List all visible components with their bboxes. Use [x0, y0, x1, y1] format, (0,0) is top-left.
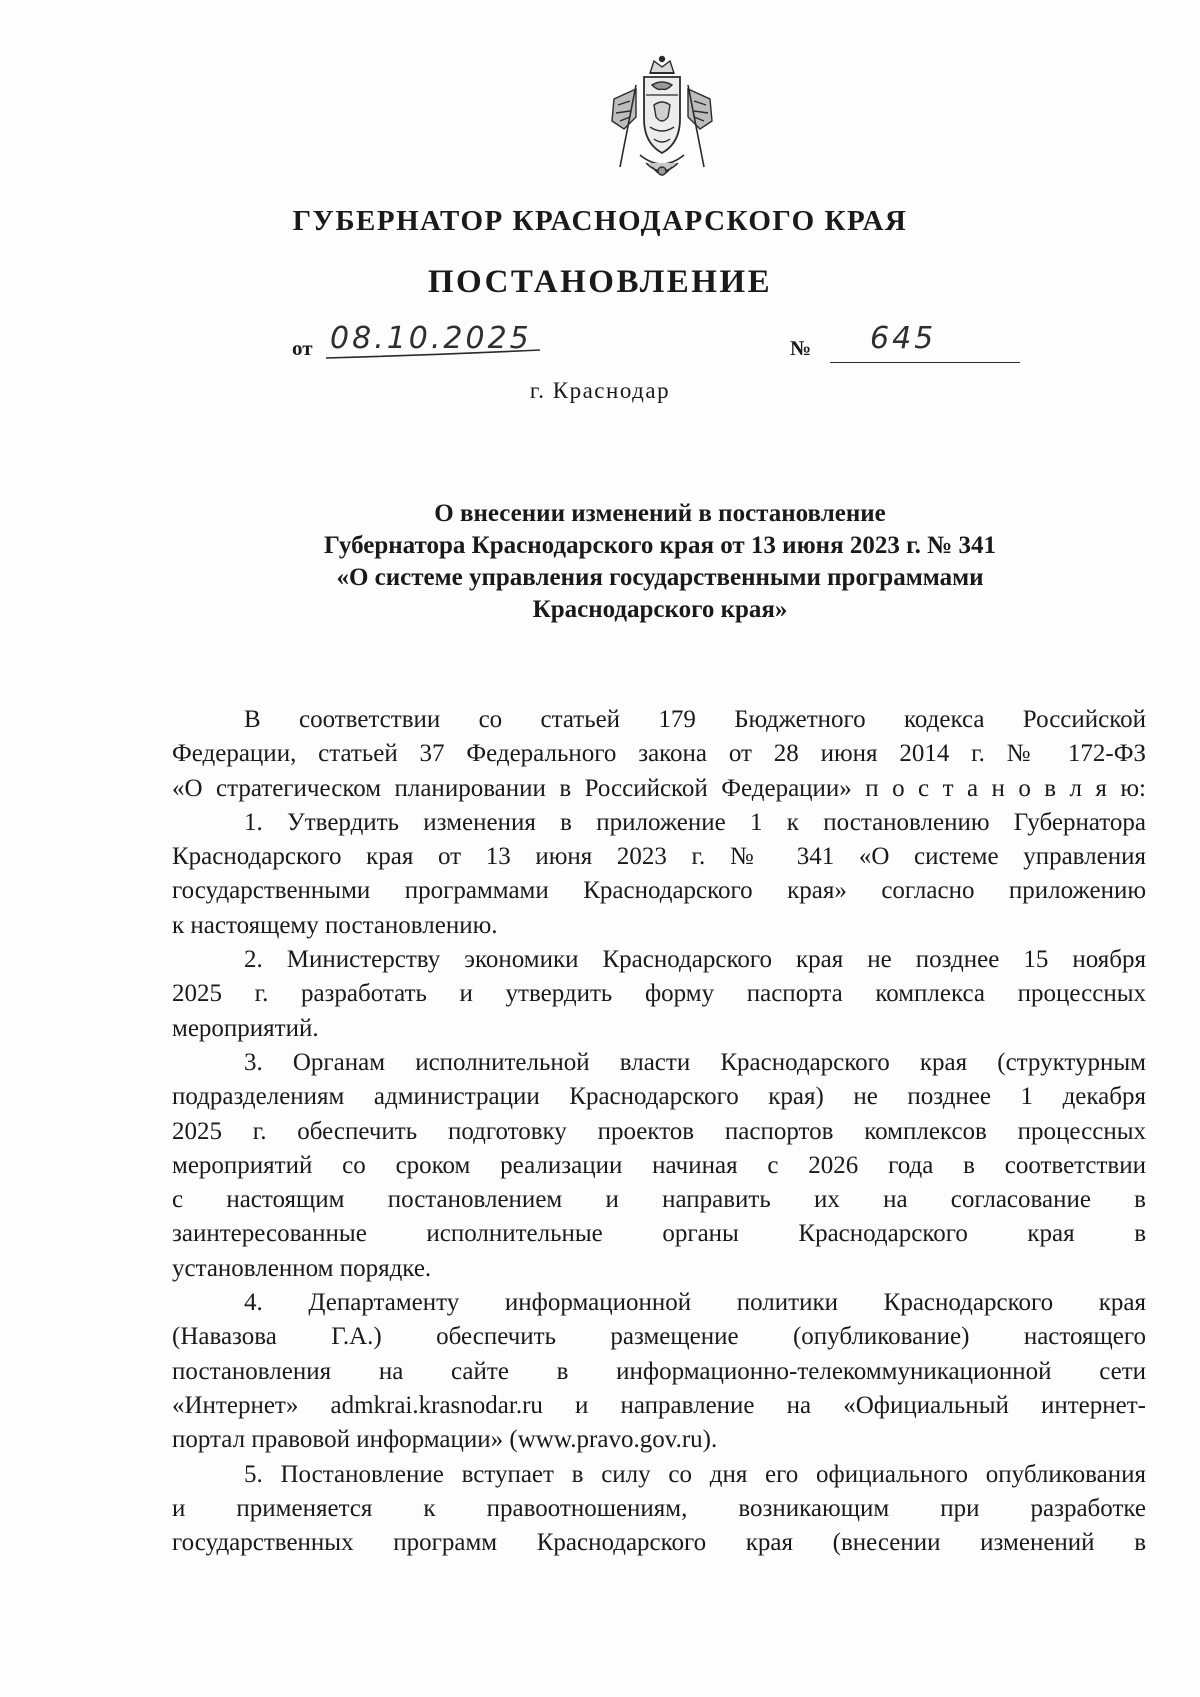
coat-of-arms-emblem [606, 55, 718, 183]
body-line: В соответствии со статьей 179 Бюджетного кодекса Российской [244, 706, 1146, 733]
body-line: подразделениям администрации Краснодарского края) не позднее 1 декабря [172, 1083, 1146, 1111]
body-line: мероприятий со сроком реализации начиная с 2026 года в соответствии [172, 1151, 1146, 1179]
body-line: и применяется к правоотношениям, возникающим при разработке [172, 1494, 1146, 1522]
date-prefix-label: от [292, 336, 313, 360]
body-line: 3. Органам исполнительной власти Краснодарского края (структурным [244, 1048, 1146, 1076]
body-line: 2025 г. разработать и утвердить форму паспорта комплекса процессных [172, 980, 1146, 1008]
body-line: портал правовой информации» (www.pravo.gov.ru). [172, 1426, 718, 1454]
body-line: 5. Постановление вступает в силу со дня его официального опубликования [244, 1460, 1146, 1488]
body-line: Федерации, статьей 37 Федерального закона от 28 июня 2014 г. № 172-ФЗ [172, 740, 1146, 768]
city-name: г. Краснодар [529, 378, 671, 403]
body-line: государственных программ Краснодарского края (внесении изменений в [172, 1529, 1146, 1557]
body-line: постановления на сайте в информационно-телекоммуникационной сети [172, 1357, 1146, 1385]
body-line: 4. Департаменту информационной политики Краснодарского края [244, 1289, 1146, 1317]
handwritten-number: 645 [870, 321, 937, 356]
body-line: мероприятий. [172, 1014, 319, 1042]
document-title [160, 498, 1160, 626]
body-line: «Интернет» admkrai.krasnodar.ru и направление на «Официальный интернет- [172, 1391, 1146, 1419]
body-line: 2. Министерству экономики Краснодарского края не позднее 15 ноября [244, 946, 1146, 974]
body-line: заинтересованные исполнительные органы Краснодарского края в [172, 1220, 1146, 1248]
handwritten-date: 08.10.2025 [330, 321, 532, 356]
date-underline [322, 328, 544, 362]
issuing-authority: ГУБЕРНАТОР КРАСНОДАРСКОГО КРАЯ [292, 205, 908, 237]
body-line: установленном порядке. [172, 1254, 432, 1282]
resolution-word: п о с т а н о в л я ю: [865, 774, 1146, 802]
body-line: с настоящим постановлением и направить их на согласование в [172, 1186, 1146, 1214]
body-line: государственными программами Краснодарского края» согласно приложению [172, 877, 1146, 905]
document-body [172, 703, 1146, 1560]
number-prefix-label: № [790, 336, 812, 360]
date-field [322, 321, 544, 362]
body-line: 1. Утвердить изменения в приложение 1 к постановлению Губернатора [244, 808, 1146, 836]
number-field [830, 321, 1020, 363]
title-line: О внесении изменений в постановление [434, 500, 886, 527]
body-line: (Навазова Г.А.) обеспечить размещение (опубликование) настоящего [172, 1323, 1146, 1351]
body-line: к настоящему постановлению. [172, 911, 498, 939]
body-line: Краснодарского края от 13 июня 2023 г. № 341 «О системе управления [172, 843, 1146, 871]
title-line: Губернатора Краснодарского края от 13 июня 2023 г. № 341 [323, 532, 997, 559]
body-line-with-resolution [172, 772, 1146, 806]
title-line: «О системе управления государственными программами [336, 564, 984, 591]
body-line-text: «О стратегическом планировании в Российской Федерации» [172, 774, 852, 802]
title-line: Краснодарского края» [532, 596, 788, 623]
body-line: 2025 г. обеспечить подготовку проектов паспортов комплексов процессных [172, 1117, 1146, 1145]
document-type-heading: ПОСТАНОВЛЕНИЕ [427, 264, 773, 300]
